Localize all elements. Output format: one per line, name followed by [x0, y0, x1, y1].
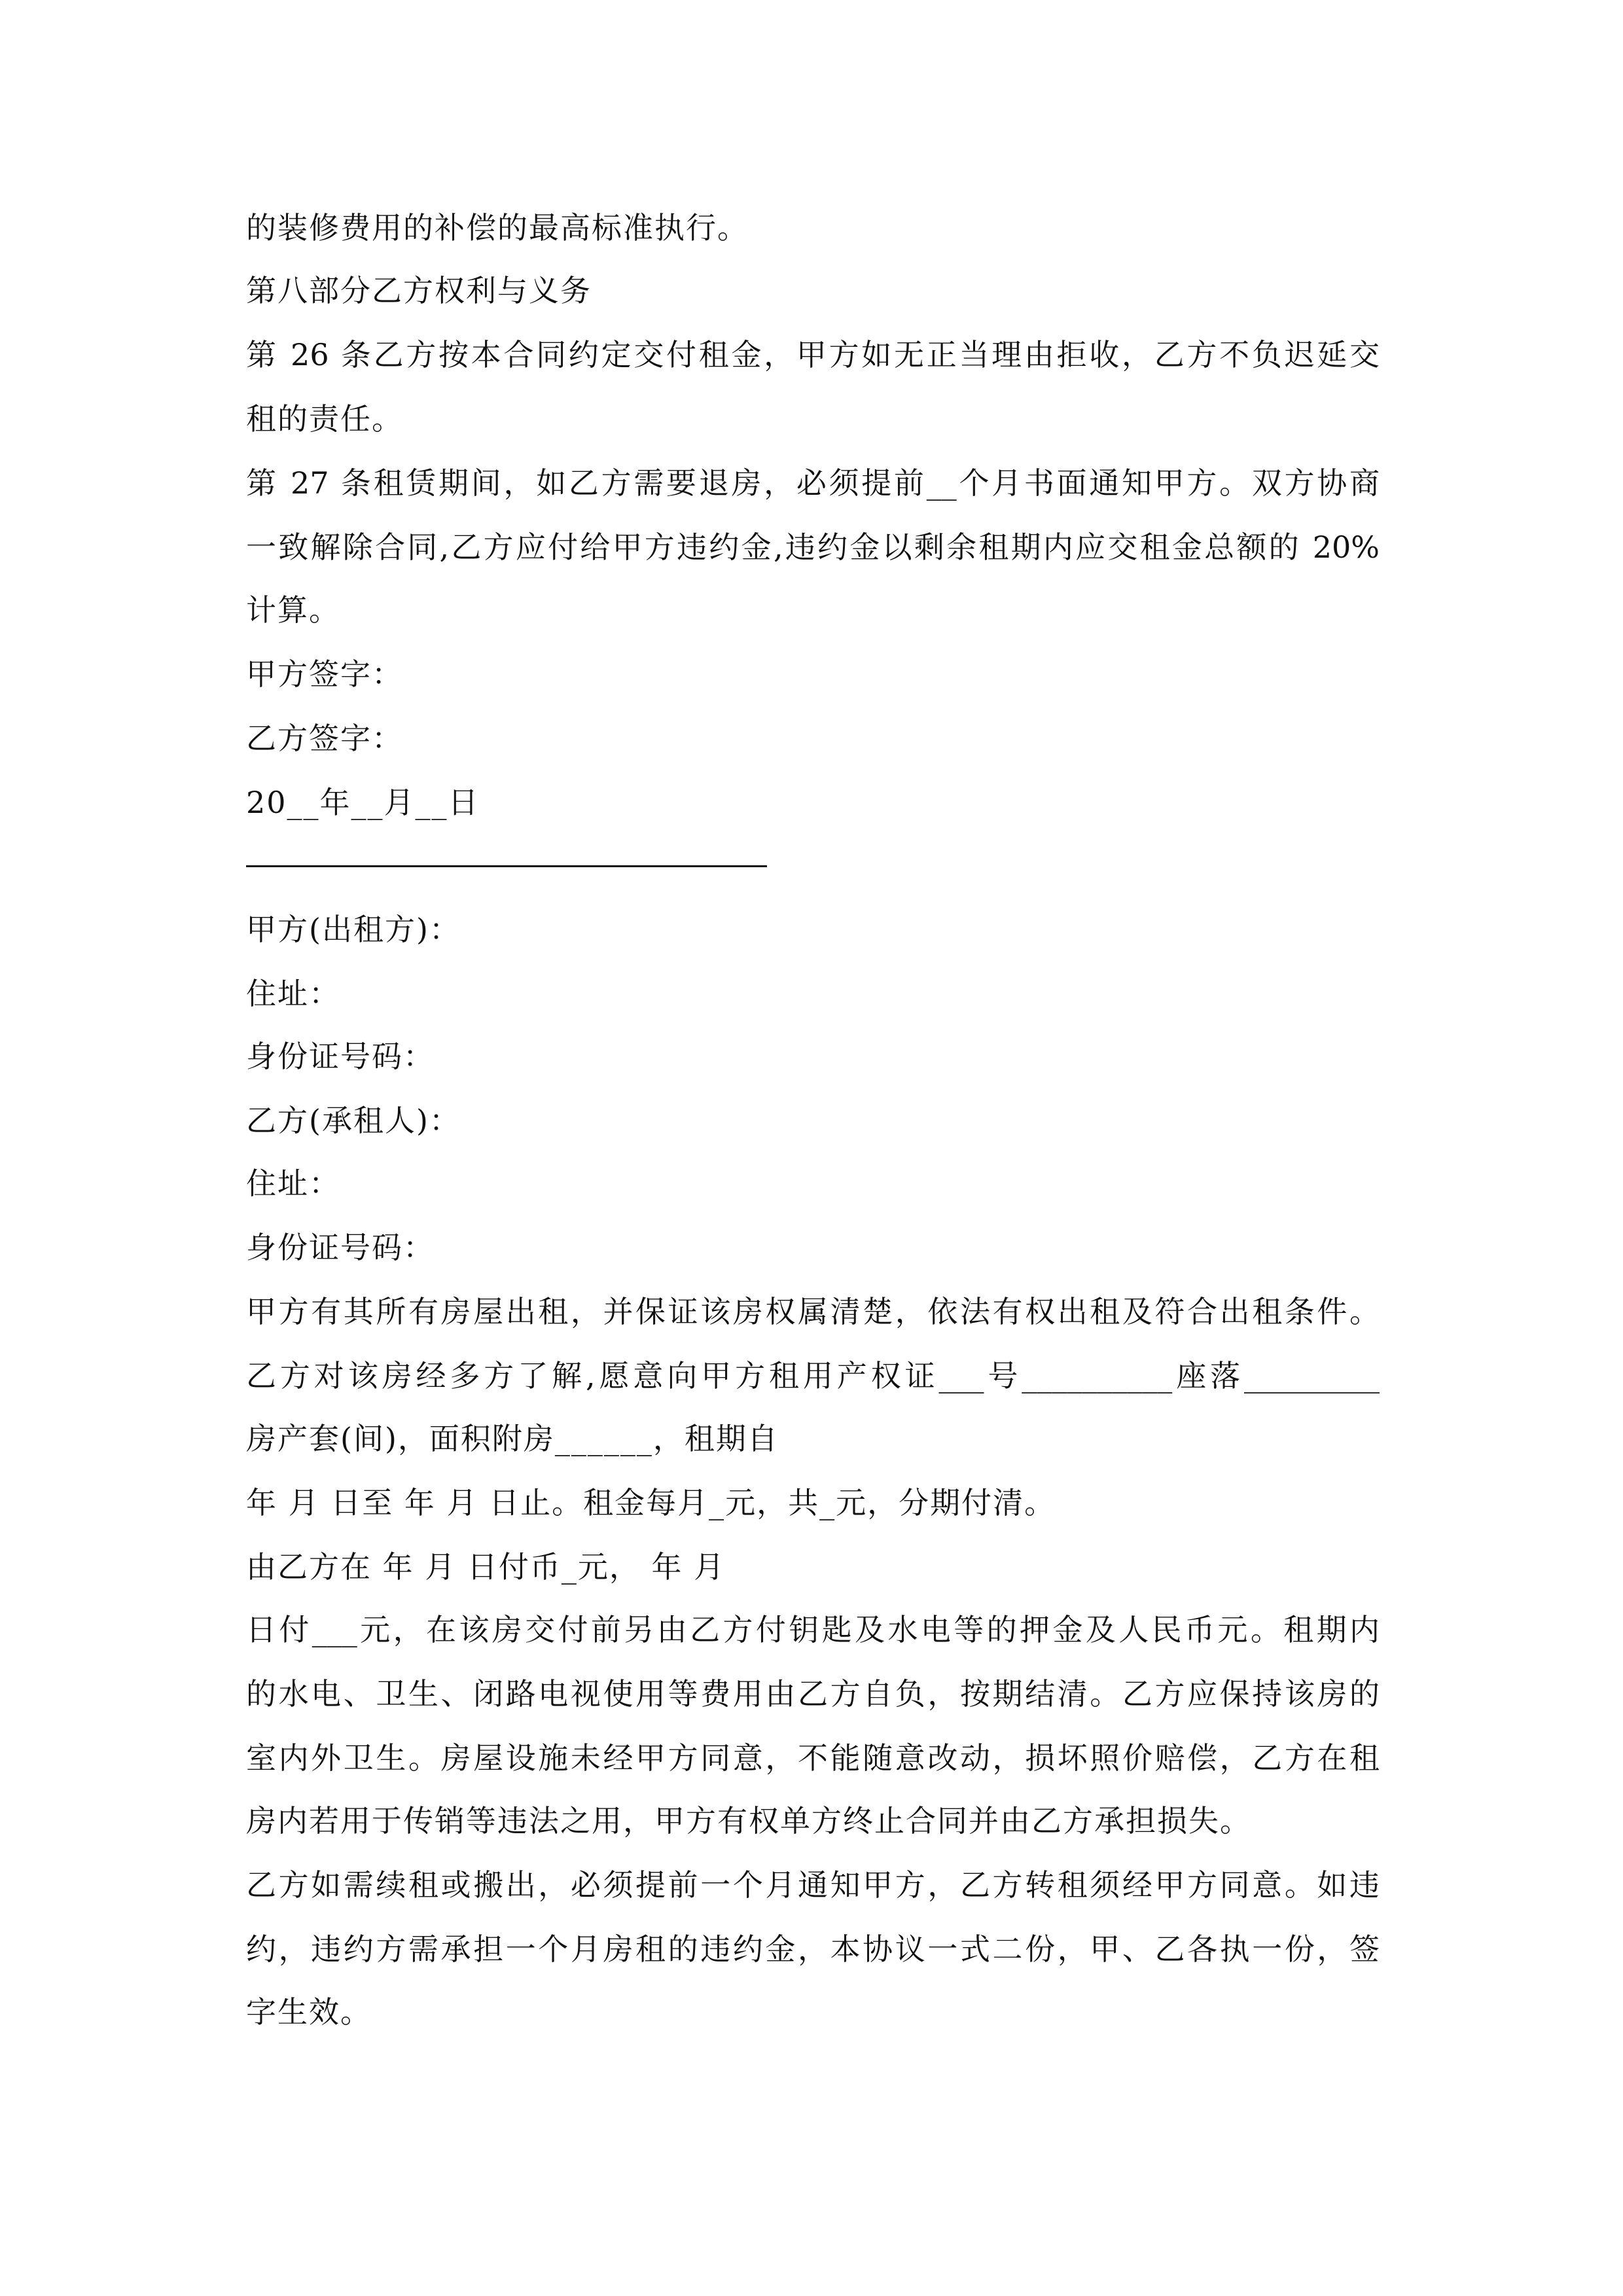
address-label: 住址：	[246, 1166, 340, 1201]
party-b-label: 乙方(承租人)：	[246, 1103, 461, 1138]
agreement-text-line: 室内外卫生。房屋设施未经甲方同意，不能随意改动，损坏照价赔偿，乙方在租	[246, 1740, 1380, 1776]
section-divider	[246, 865, 767, 867]
article-27-line: 一致解除合同,乙方应付给甲方违约金,违约金以剩余租期内应交租金总额的 20%	[246, 529, 1380, 565]
address-label: 住址：	[246, 976, 340, 1011]
agreement-text-line: 乙方对该房经多方了解,愿意向甲方租用产权证___号__________座落_________	[246, 1358, 1380, 1393]
party-b-signature-label: 乙方签字：	[246, 721, 403, 756]
agreement-text-line: 的水电、卫生、闭路电视使用等费用由乙方自负，按期结清。乙方应保持该房的	[246, 1676, 1380, 1712]
agreement-text-line: 房内若用于传销等违法之用，甲方有权单方终止合同并由乙方承担损失。	[246, 1803, 1251, 1839]
text-line: 的装修费用的补偿的最高标准执行。	[246, 210, 749, 245]
agreement-text-line: 由乙方在 年 月 日付币_元， 年 月	[246, 1549, 726, 1585]
date-line: 20__年__月__日	[246, 785, 480, 820]
id-number-label: 身份证号码：	[246, 1230, 435, 1265]
article-27-line: 计算。	[246, 592, 340, 628]
agreement-text-line: 甲方有其所有房屋出租，并保证该房权属清楚，依法有权出租及符合出租条件。	[246, 1294, 1380, 1329]
party-a-label: 甲方(出租方)：	[246, 912, 461, 947]
agreement-text-line: 日付___元，在该房交付前另由乙方付钥匙及水电等的押金及人民币元。租期内	[246, 1612, 1380, 1647]
agreement-text-line: 约，违约方需承担一个月房租的违约金，本协议一式二份，甲、乙各执一份，签	[246, 1931, 1380, 1967]
agreement-text-line: 乙方如需续租或搬出，必须提前一个月通知甲方，乙方转租须经甲方同意。如违	[246, 1867, 1380, 1903]
party-a-signature-label: 甲方签字：	[246, 656, 403, 692]
article-26-line: 租的责任。	[246, 401, 403, 437]
section-heading: 第八部分乙方权利与义务	[246, 273, 592, 308]
agreement-text-line: 年 月 日至 年 月 日止。租金每月_元，共_元，分期付清。	[246, 1485, 1056, 1520]
id-number-label: 身份证号码：	[246, 1039, 435, 1074]
article-27-line: 第 27 条租赁期间，如乙方需要退房，必须提前__个月书面通知甲方。双方协商	[246, 465, 1380, 501]
agreement-text-line: 字生效。	[246, 1994, 372, 2030]
agreement-text-line: 房产套(间)，面积附房______，租期自	[246, 1421, 779, 1456]
article-26-line: 第 26 条乙方按本合同约定交付租金，甲方如无正当理由拒收，乙方不负迟延交	[246, 337, 1380, 372]
